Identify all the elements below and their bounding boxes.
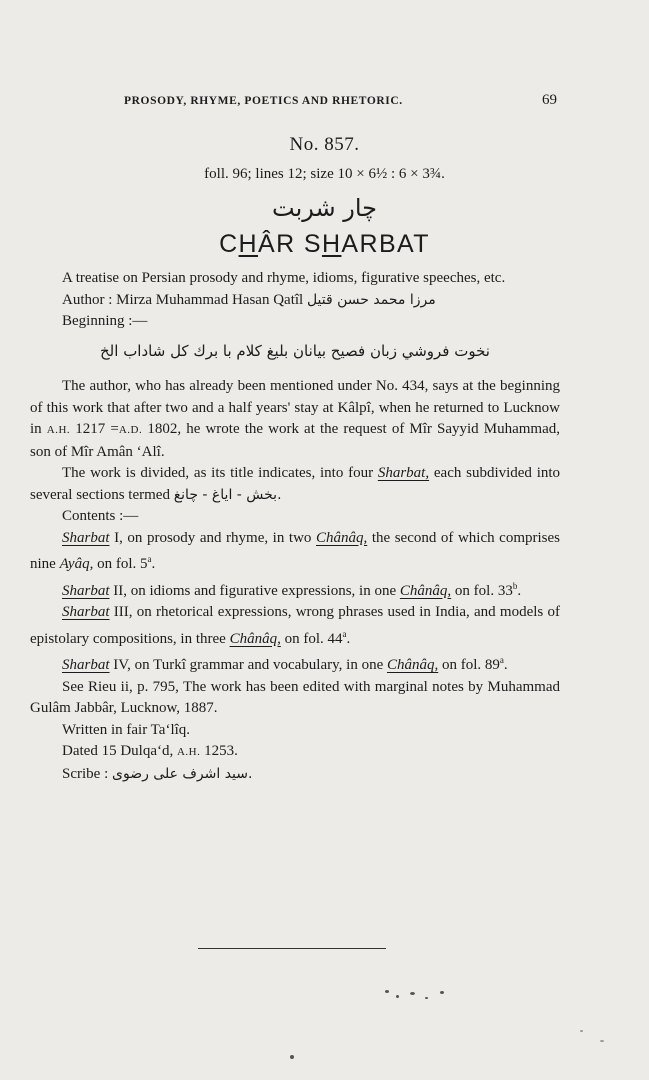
contents-label: Contents :— — [62, 508, 139, 524]
contents-item-4: Sharbat IV, on Turkî grammar and vocabulary, in one Chânâq, on fol. 89$^a$. — [62, 655, 508, 673]
author-line: Author : Mirza Muhammad Hasan Qatîl مرزا محمد حسن قتیل — [62, 291, 436, 308]
description-paragraph: A treatise on Persian prosody and rhyme, idioms, figurative speeches, etc. — [62, 270, 506, 286]
page-number: 69 — [542, 92, 557, 108]
script-note: Written in fair Ta‘lîq. — [62, 721, 191, 738]
date-note: Dated 15 Dulqa‘d, A.H. 1253. — [62, 743, 238, 759]
author-background-paragraph: The author, who has already been mentioned under No. 434, says at the beginning of this work that after two and a half years' stay at Kâlpî, when he returned to Lucknow in A.H. 1217 =A.D. 1802, he wrote the work at the request of Mîr Sayyid Muhammad, son of Mîr Amân ‘Alî. — [30, 378, 561, 460]
reference-paragraph: See Rieu ii, p. 795, The work has been edited with marginal notes by Muhammad Gulâm Jabbâr, Lucknow, 1887. — [30, 678, 560, 716]
entry-body — [30, 268, 560, 785]
section-divider — [198, 948, 386, 949]
division-paragraph: The work is divided, as its title indicates, into four Sharbat, each subdivided into several sections termed بخش - اياغ - چانغ. — [30, 465, 561, 503]
contents-item-2: Sharbat II, on idioms and figurative expressions, in one Chânâq, on fol. 33$^b$. — [62, 580, 522, 599]
roman-title: CHÂR SHARBAT — [219, 230, 430, 258]
beginning-text: نخوت فروشي زبان فصيح بيانان بليغ كلام با برك كل شاداب الخ — [100, 341, 490, 360]
contents-item-3: Sharbat III, on rhetorical expressions, wrong phrases used in India, and models of epistolary compositions, in three Chânâq, on fol. 44$^a$. — [30, 604, 560, 647]
running-header: PROSODY, RHYME, POETICS AND RHETORIC. — [124, 95, 403, 107]
author-persian-name: مرزا محمد حسن قتیل — [306, 291, 436, 308]
physical-description: foll. 96; lines 12; size 10 × 6½ : 6 × 3¾. — [204, 166, 445, 182]
scribe-note: Scribe : سید اشرف علی رضوی. — [62, 765, 253, 782]
beginning-label: Beginning :— — [62, 313, 148, 329]
entry-number: No. 857. — [289, 134, 360, 155]
persian-title: چار شربت — [272, 194, 377, 222]
contents-item-1: Sharbat I, on prosody and rhyme, in two Chânâq, the second of which comprises nine Ayâq, on fol. 5$^a$. — [30, 529, 561, 572]
